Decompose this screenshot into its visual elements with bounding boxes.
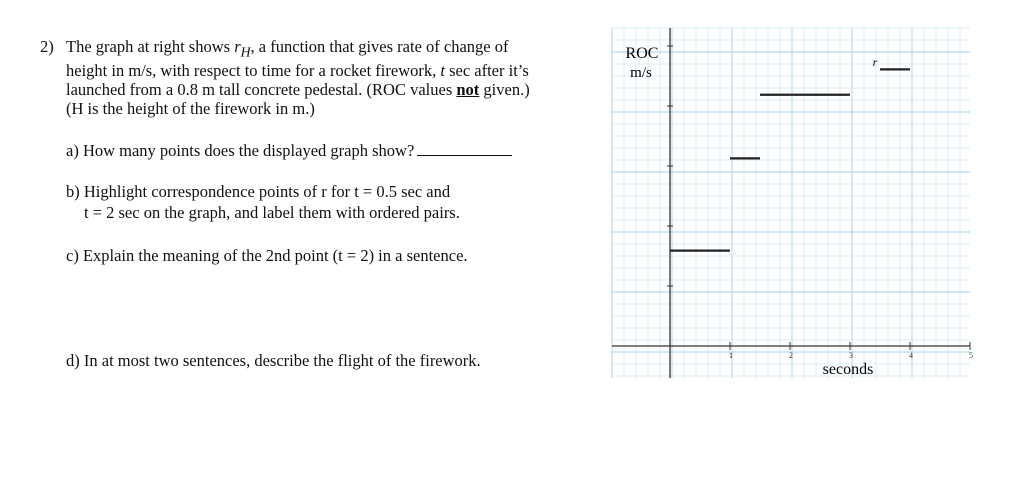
x-tick-label: 1 — [729, 351, 733, 360]
stem-line-2: height in m/s, with respect to time for a rocket firework, t sec after it’s — [66, 61, 529, 81]
part-c: c) Explain the meaning of the 2nd point (t = 2) in a sentence. — [66, 246, 468, 265]
graph-grid — [612, 28, 970, 378]
part-d: d) In at most two sentences, describe the flight of the firework. — [66, 351, 481, 370]
x-axis-label: seconds — [822, 361, 874, 378]
part-a: a) How many points does the displayed graph show? — [66, 141, 512, 160]
stem-line-4: (H is the height of the firework in m.) — [66, 99, 315, 119]
series-label-r: r — [872, 55, 878, 69]
part-b-line-2: t = 2 sec on the graph, and label them with ordered pairs. — [84, 203, 460, 222]
x-tick-label: 4 — [909, 351, 913, 360]
x-tick-label: 3 — [849, 351, 853, 360]
emphasis-not: not — [456, 80, 480, 100]
stem-line-1: The graph at right shows $r_H$, a function that gives rate of change of — [66, 37, 509, 60]
stem-line-3: launched from a 0.8 m tall concrete pedestal. (ROC values not given.) — [66, 80, 530, 100]
x-tick-label: 5 — [969, 351, 973, 360]
y-axis-label-roc: ROC — [625, 45, 659, 62]
y-axis-label-units: m/s — [630, 65, 652, 81]
question-number: 2) — [40, 37, 54, 56]
x-tick-label: 2 — [789, 351, 793, 360]
part-b-line-1: b) Highlight correspondence points of r for t = 0.5 sec and — [66, 182, 451, 201]
